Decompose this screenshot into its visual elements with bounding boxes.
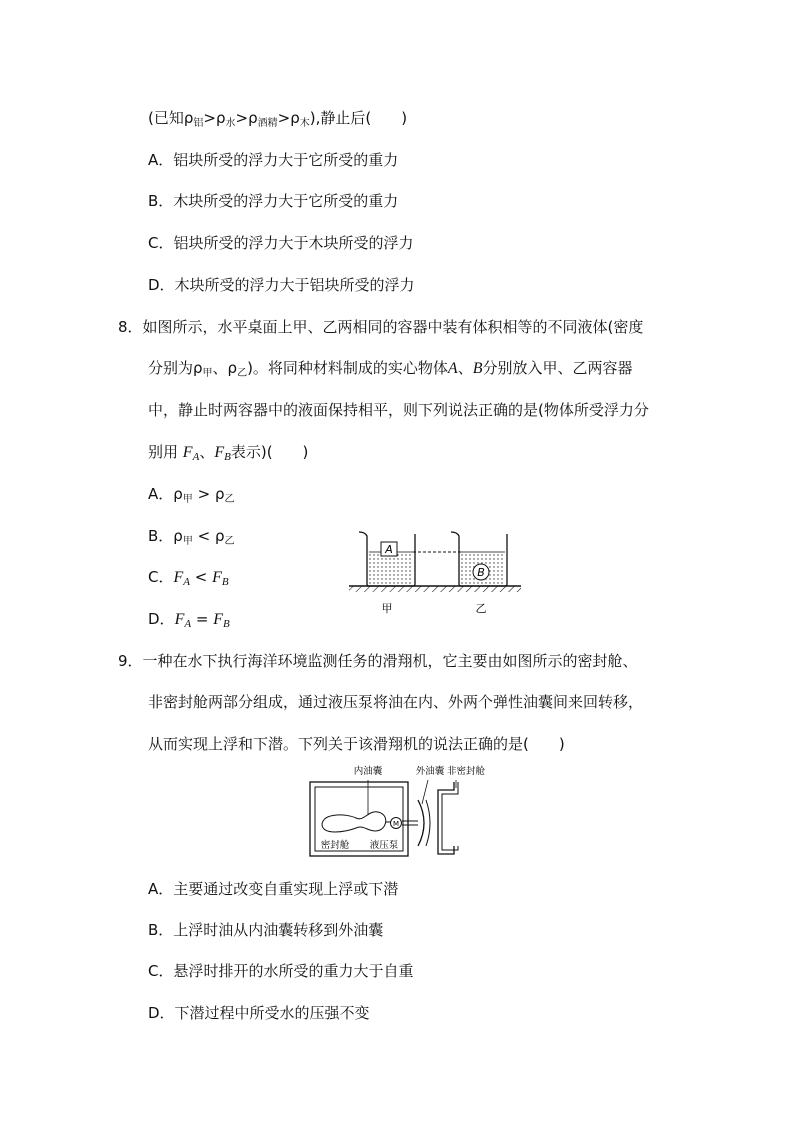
rho-symbol: ρ — [214, 527, 225, 545]
force-f: F — [214, 444, 225, 461]
operator: = — [195, 610, 209, 628]
q8-text: 、 — [457, 359, 473, 377]
label-outer-oil-bag: 外油囊 — [415, 766, 445, 777]
outer-oil-bag — [418, 800, 424, 846]
operator: > — [197, 485, 211, 503]
q8-option-a — [148, 484, 234, 507]
subscript-a: A — [183, 576, 190, 588]
q9-stem-line3: 从而实现上浮和下潜。下列关于该滑翔机的说法正确的是( ) — [148, 735, 565, 753]
q8-beaker-figure — [345, 526, 525, 618]
liquid-jia — [369, 552, 413, 586]
block-a-label: A — [385, 543, 393, 556]
q7-option-d: D．木块所受的浮力大于铝块所受的浮力 — [148, 276, 415, 294]
q9-option-d: D．下潜过程中所受水的压强不变 — [148, 1004, 370, 1022]
q7-cond-prefix: (已知 — [148, 109, 184, 127]
beaker-jia — [359, 532, 415, 586]
force-f: F — [173, 569, 184, 586]
q7-option-a: A．铝块所受的浮力大于它所受的重力 — [148, 151, 399, 169]
var-a: A — [447, 360, 458, 377]
q8-stem-line3: 中，静止时两容器中的液面保持相平，则下列说法正确的是(物体所受浮力分 — [148, 401, 649, 419]
subscript-jia: 甲 — [182, 494, 193, 505]
rho-symbol: ρ — [214, 485, 225, 503]
operator: < — [197, 527, 211, 545]
rho-symbol: ρ — [173, 485, 183, 503]
label-sealed-cabin: 密封舱 — [320, 840, 350, 851]
subscript-jia: 甲 — [182, 536, 193, 547]
subscript-water: 水 — [225, 118, 236, 129]
q7-option-b: B．木块所受的浮力大于它所受的重力 — [148, 192, 399, 210]
q8-option-c — [148, 567, 229, 589]
option-label: B． — [148, 527, 174, 545]
q8-stem-line4 — [148, 442, 308, 464]
rho-symbol: ρ — [248, 109, 258, 127]
q8-option-b — [148, 526, 235, 549]
force-f: F — [182, 444, 193, 461]
subscript-alcohol: 酒精 — [257, 118, 278, 129]
q8-text: 别用 — [148, 443, 179, 461]
q9-option-b: B．上浮时油从内油囊转移到外油囊 — [148, 921, 384, 939]
option-label: D． — [148, 610, 175, 628]
q8-text: 分别放入甲、乙两容器 — [482, 359, 633, 377]
force-f: F — [213, 611, 223, 628]
ball-b-label: B — [477, 566, 485, 579]
unsealed-cabin — [438, 782, 454, 854]
q9-stem-line1: 9．一种在水下执行海洋环境监测任务的滑翔机，它主要由如图所示的密封舱、 — [118, 652, 638, 670]
q7-cond-suffix: ),静止后( ) — [309, 109, 408, 127]
subscript-aluminum: 铝 — [193, 118, 204, 129]
option-label: A． — [148, 485, 174, 503]
motor-label: M — [392, 820, 400, 828]
q8-text: 、ρ — [212, 359, 238, 377]
subscript-jia: 甲 — [202, 368, 213, 379]
q7-condition: (已知$\rho_铝>\rho_水>\rho_{酒精}>\rho_木$),静止后( ) — [148, 109, 408, 129]
label-yi: 乙 — [475, 602, 487, 615]
label-unsealed-cabin: 非密封舱 — [446, 766, 486, 777]
subscript-a: A — [192, 451, 200, 463]
subscript-b: B — [221, 576, 229, 588]
label-jia: 甲 — [381, 602, 393, 615]
subscript-a: A — [184, 618, 192, 630]
q8-text: 表示)( ) — [230, 443, 309, 461]
label-hydraulic-pump: 液压泵 — [369, 840, 399, 851]
var-b: B — [472, 360, 483, 377]
table-hatching — [349, 586, 521, 592]
q9-stem-line2: 非密封舱两部分组成，通过液压泵将油在内、外两个弹性油囊间来回转移， — [148, 693, 644, 711]
subscript-b: B — [224, 451, 231, 463]
option-label: C． — [148, 568, 174, 586]
subscript-yi: 乙 — [224, 494, 235, 505]
rho-symbol: ρ — [173, 527, 183, 545]
rho-symbol: ρ — [183, 109, 194, 127]
subscript-yi: 乙 — [237, 368, 248, 379]
rho-symbol: ρ — [215, 109, 226, 127]
beaker-yi — [451, 532, 507, 586]
label-inner-oil-bag: 内油囊 — [353, 766, 383, 777]
q8-stem-line1: 8．如图所示，水平桌面上甲、乙两相同的容器中装有体积相等的不同液体(密度 — [118, 318, 644, 336]
q8-text: )。将同种材料制成的实心物体 — [247, 359, 448, 377]
operator: < — [194, 568, 208, 586]
subscript-b: B — [223, 618, 230, 630]
q9-option-c: C．悬浮时排开的水所受的重力大于自重 — [148, 962, 414, 980]
subscript-yi: 乙 — [224, 536, 235, 547]
rho-symbol: ρ — [290, 109, 300, 127]
q9-option-a: A．主要通过改变自重实现上浮或下潜 — [148, 880, 399, 898]
q8-stem-line2 — [148, 358, 633, 381]
subscript-wood: 木 — [299, 118, 310, 129]
q7-option-c: C．铝块所受的浮力大于木块所受的浮力 — [148, 234, 414, 252]
q9-glider-figure — [308, 764, 488, 860]
q8-option-d — [148, 609, 230, 631]
force-f: F — [212, 569, 222, 586]
force-f: F — [174, 611, 185, 628]
q8-text: 分别为ρ — [148, 359, 203, 377]
inner-oil-bag — [322, 812, 386, 832]
q8-text: 、 — [199, 443, 215, 461]
